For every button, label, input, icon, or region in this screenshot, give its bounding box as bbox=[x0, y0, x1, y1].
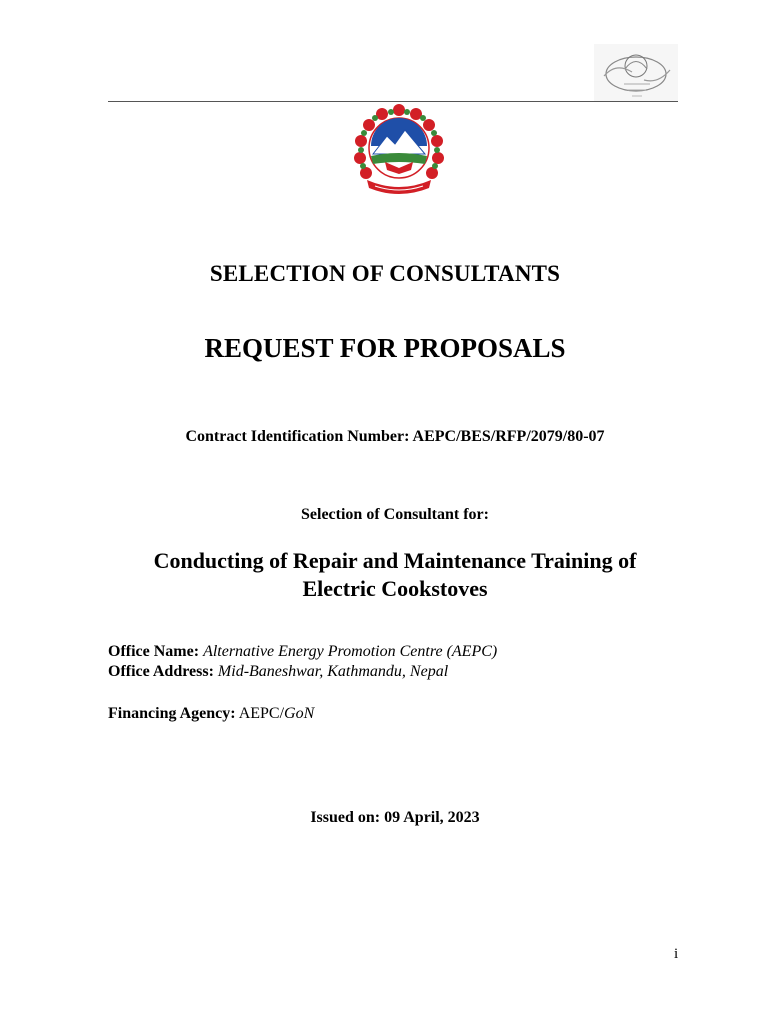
issue-date: Issued on: 09 April, 2023 bbox=[310, 809, 480, 826]
page-title: SELECTION OF CONSULTANTS bbox=[209, 261, 561, 286]
page-subtitle: REQUEST FOR PROPOSALS bbox=[204, 333, 566, 363]
financing-agency bbox=[108, 705, 314, 723]
assignment-title-line2: Electric Cookstoves bbox=[302, 576, 488, 601]
office-address-value: Mid-Baneshwar, Kathmandu, Nepal bbox=[217, 663, 449, 680]
nepal-government-emblem-icon bbox=[349, 100, 449, 200]
page-number: i bbox=[674, 946, 679, 962]
office-address-label: Office Address: bbox=[108, 663, 214, 680]
office-name bbox=[108, 643, 497, 661]
office-address bbox=[108, 663, 448, 681]
contract-identification-number: Contract Identification Number: AEPC/BES/RFP/2079/80-07 bbox=[185, 428, 605, 445]
aepc-logo-icon bbox=[594, 44, 678, 102]
financing-agency-value: AEPC/ bbox=[238, 705, 285, 722]
office-name-label: Office Name: bbox=[108, 643, 200, 660]
assignment-title bbox=[0, 547, 770, 603]
assignment-title-line1: Conducting of Repair and Maintenance Training of bbox=[153, 548, 637, 573]
financing-agency-value-italic: GoN bbox=[284, 705, 315, 722]
financing-agency-label: Financing Agency: bbox=[108, 705, 236, 722]
office-name-value: Alternative Energy Promotion Centre (AEPC) bbox=[203, 643, 498, 660]
selection-label: Selection of Consultant for: bbox=[301, 506, 489, 523]
